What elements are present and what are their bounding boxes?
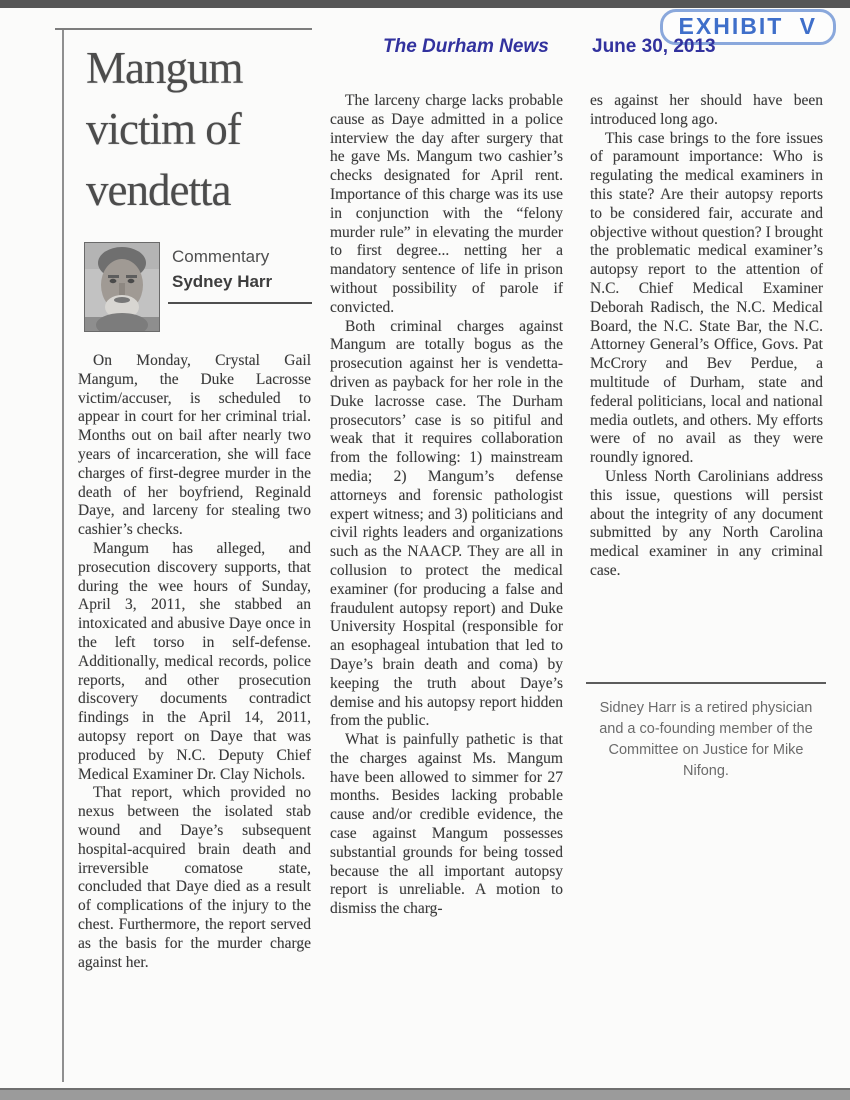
headline-line-3: vendetta (86, 165, 231, 215)
article-headline (86, 38, 316, 221)
paragraph: Unless North Carolinians address this issue, questions will persist about the integrity of any document submitted by any North Carolina medical examiner in any criminal case. (590, 467, 823, 579)
column-left-rule (62, 30, 64, 1082)
paragraph: This case brings to the fore issues of paramount importance: Who is regulating the medical examiners in this state? Are their autopsy reports to be considered fair, accurate and objective without question? I brought the problematic medical examiner’s autopsy report to the attention of N.C. Chief Medical Examiner Deborah Radisch, the N.C. Medical Board, the N.C. State Bar, the N.C. Attorney General’s Office, Govs. Pat McCrory and Bev Perdue, a multitude of Durham, state and federal politicians, local and national media outlets, and others. My efforts were of no avail as they were roundly ignored. (590, 129, 823, 467)
paragraph: Mangum has alleged, and prosecution discovery supports, that during the wee hours of Sunday, April 3, 2011, she stabbed an intoxicated and abusive Daye once in the left torso in self-defense. Additionally, medical records, police reports, and other prosecution discovery documents contradict findings in the April 14, 2011, autopsy report on Daye that was produced by N.C. Deputy Chief Medical Examiner Dr. Clay Nichols. (78, 539, 311, 783)
headline-line-1: Mangum (86, 43, 243, 93)
scan-top-edge-bar (0, 0, 850, 8)
byline-kicker: Commentary (172, 247, 270, 266)
byline-rule (168, 302, 312, 304)
publication-date: June 30, 2013 (592, 36, 716, 57)
headline-line-2: victim of (86, 104, 241, 154)
paragraph: On Monday, Crystal Gail Mangum, the Duke Lacrosse victim/accuser, is scheduled to appear in court for her criminal trial. Months out on bail after nearly two years of incarceration, she will face charges of first-degree murder in the death of her boyfriend, Reginald Daye, and larceny for stealing two cashier’s checks. (78, 352, 311, 539)
exhibit-stamp-label: EXHIBIT V (678, 13, 817, 39)
author-bio-note: Sidney Harr is a retired physician and a co-founding member of the Committee on Justice for Mike Nifong. (599, 700, 813, 779)
article-column-1 (78, 352, 311, 972)
paragraph: The larceny charge lacks probable cause as Daye admitted in a police interview the day after surgery that he gave Ms. Mangum two cashier’s checks designated for April rent. Importance of this charge was its use in conjunction with the “felony murder rule” in elevating the murder to first degree... netting her a mandatory sentence of life in prison without possibility of parole if convicted. (330, 92, 563, 316)
paragraph: Both criminal charges against Mangum are totally bogus as the prosecution against her is vendetta-driven as payback for her role in the Duke lacrosse case. The Durham prosecutors’ case is so pitiful and weak that it requires collaboration from the following: 1) mainstream media; 2) Mangum’s defense attorneys and forensic pathologist expert witness; and 3) politicians and civil rights leaders and organizations such as the NAACP. They are all in collusion to protect the medical examiner (for producing a false and fraudulent autopsy report) and Duke University Hospital (responsible for an esophageal intubation that led to Daye’s brain death and coma) by keeping the truth about Daye’s demise and his autopsy report hidden from the public. (330, 317, 563, 730)
article-column-2 (330, 92, 563, 919)
author-photo (84, 242, 160, 332)
publication-name: The Durham News (383, 36, 549, 57)
paragraph: What is painfully pathetic is that the charges against Ms. Mangum have been allowed to simmer for 27 months. Besides lacking probable cause and/or credible evidence, the case against Mangum possesses substantial grounds for being tossed because the all important autopsy report is unreliable. A motion to dismiss the charg- (330, 731, 563, 918)
footer-rule (586, 682, 826, 684)
scan-bottom-edge-bar (0, 1088, 850, 1100)
paragraph: That report, which provided no nexus between the isolated stab wound and Daye’s subsequent hospital-acquired brain death and irreversible comatose state, concluded that Daye died as a result of complications of the injury to the chest. Furthermore, the report served as the basis for the murder charge against her. (78, 784, 311, 971)
headline-top-rule (55, 28, 312, 30)
paragraph-continuation: es against her should have been introduced long ago. (590, 92, 823, 128)
article-column-3 (590, 92, 823, 581)
byline-author: Sydney Harr (172, 272, 273, 291)
